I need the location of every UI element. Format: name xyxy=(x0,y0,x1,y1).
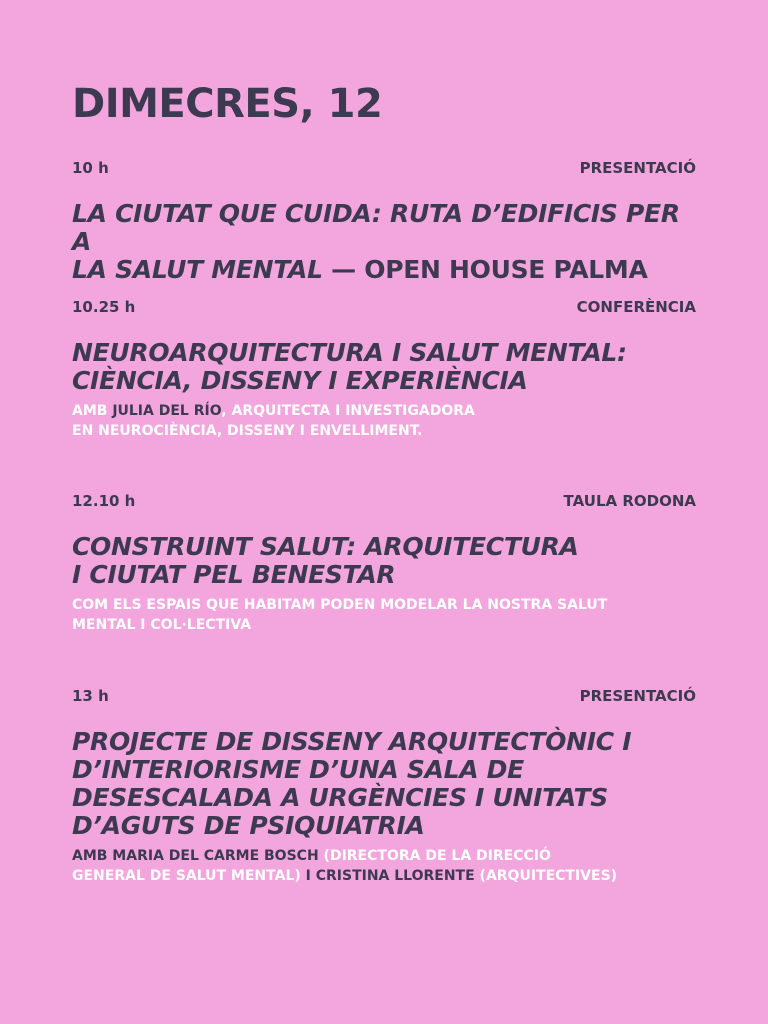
speaker-name: I CRISTINA LLORENTE xyxy=(300,868,475,884)
heading-line: DESESCALADA A URGÈNCIES I UNITATS xyxy=(72,783,609,812)
event-time: 10.25 h xyxy=(72,298,136,316)
heading-line: D’INTERIORISME D’UNA SALA DE xyxy=(72,755,524,784)
event-description xyxy=(72,595,696,635)
heading-line: CONSTRUINT SALUT: ARQUITECTURA xyxy=(72,532,579,561)
desc-line xyxy=(72,401,696,421)
speaker-name: JULIA DEL RÍO xyxy=(112,403,222,419)
event-1 xyxy=(72,158,696,284)
event-3 xyxy=(72,491,696,635)
desc-role: (DIRECTORA DE LA DIRECCIÓ xyxy=(318,848,551,864)
desc-role: GENERAL DE SALUT MENTAL) xyxy=(72,868,301,884)
event-type: PRESENTACIÓ xyxy=(579,159,696,177)
desc-rest: , ARQUITECTA I INVESTIGADORA xyxy=(221,403,475,419)
event-type: PRESENTACIÓ xyxy=(579,687,696,705)
event-type: CONFERÈNCIA xyxy=(576,298,696,316)
page-title: DIMECRES, 12 xyxy=(72,81,383,127)
speaker-name: AMB MARIA DEL CARME BOSCH xyxy=(72,848,319,864)
heading-line: NEUROARQUITECTURA I SALUT MENTAL: xyxy=(72,338,627,367)
heading-line: I CIUTAT PEL BENESTAR xyxy=(72,560,396,589)
desc-line xyxy=(72,846,696,866)
event-2 xyxy=(72,297,696,441)
desc-line xyxy=(72,866,696,886)
heading-line xyxy=(72,256,696,284)
event-time: 12.10 h xyxy=(72,492,136,510)
heading-line: D’AGUTS DE PSIQUIATRIA xyxy=(72,811,425,840)
event-heading xyxy=(72,728,696,840)
event-description xyxy=(72,401,696,441)
event-time: 13 h xyxy=(72,687,109,705)
event-heading xyxy=(72,533,696,589)
event-heading xyxy=(72,200,696,284)
desc-role: (ARQUITECTIVES) xyxy=(474,868,618,884)
event-type: TAULA RODONA xyxy=(563,492,696,510)
event-4 xyxy=(72,686,696,886)
event-meta xyxy=(72,686,696,706)
event-time: 10 h xyxy=(72,159,109,177)
event-meta xyxy=(72,491,696,511)
desc-line: EN NEUROCIÈNCIA, DISSENY I ENVELLIMENT. xyxy=(72,423,423,439)
heading-line-italic: LA SALUT MENTAL xyxy=(72,255,323,284)
desc-line: COM ELS ESPAIS QUE HABITAM PODEN MODELAR LA NOSTRA SALUT xyxy=(72,597,608,613)
heading-line: CIÈNCIA, DISSENY I EXPERIÈNCIA xyxy=(72,366,528,395)
desc-line: MENTAL I COL·LECTIVA xyxy=(72,617,252,633)
event-description xyxy=(72,846,696,886)
event-heading xyxy=(72,339,696,395)
desc-prefix: AMB xyxy=(72,403,113,419)
heading-line: LA CIUTAT QUE CUIDA: RUTA D’EDIFICIS PER A xyxy=(72,199,680,256)
event-meta xyxy=(72,297,696,317)
heading-line: PROJECTE DE DISSENY ARQUITECTÒNIC I xyxy=(72,727,632,756)
event-meta xyxy=(72,158,696,178)
heading-suffix: — OPEN HOUSE PALMA xyxy=(322,255,648,284)
